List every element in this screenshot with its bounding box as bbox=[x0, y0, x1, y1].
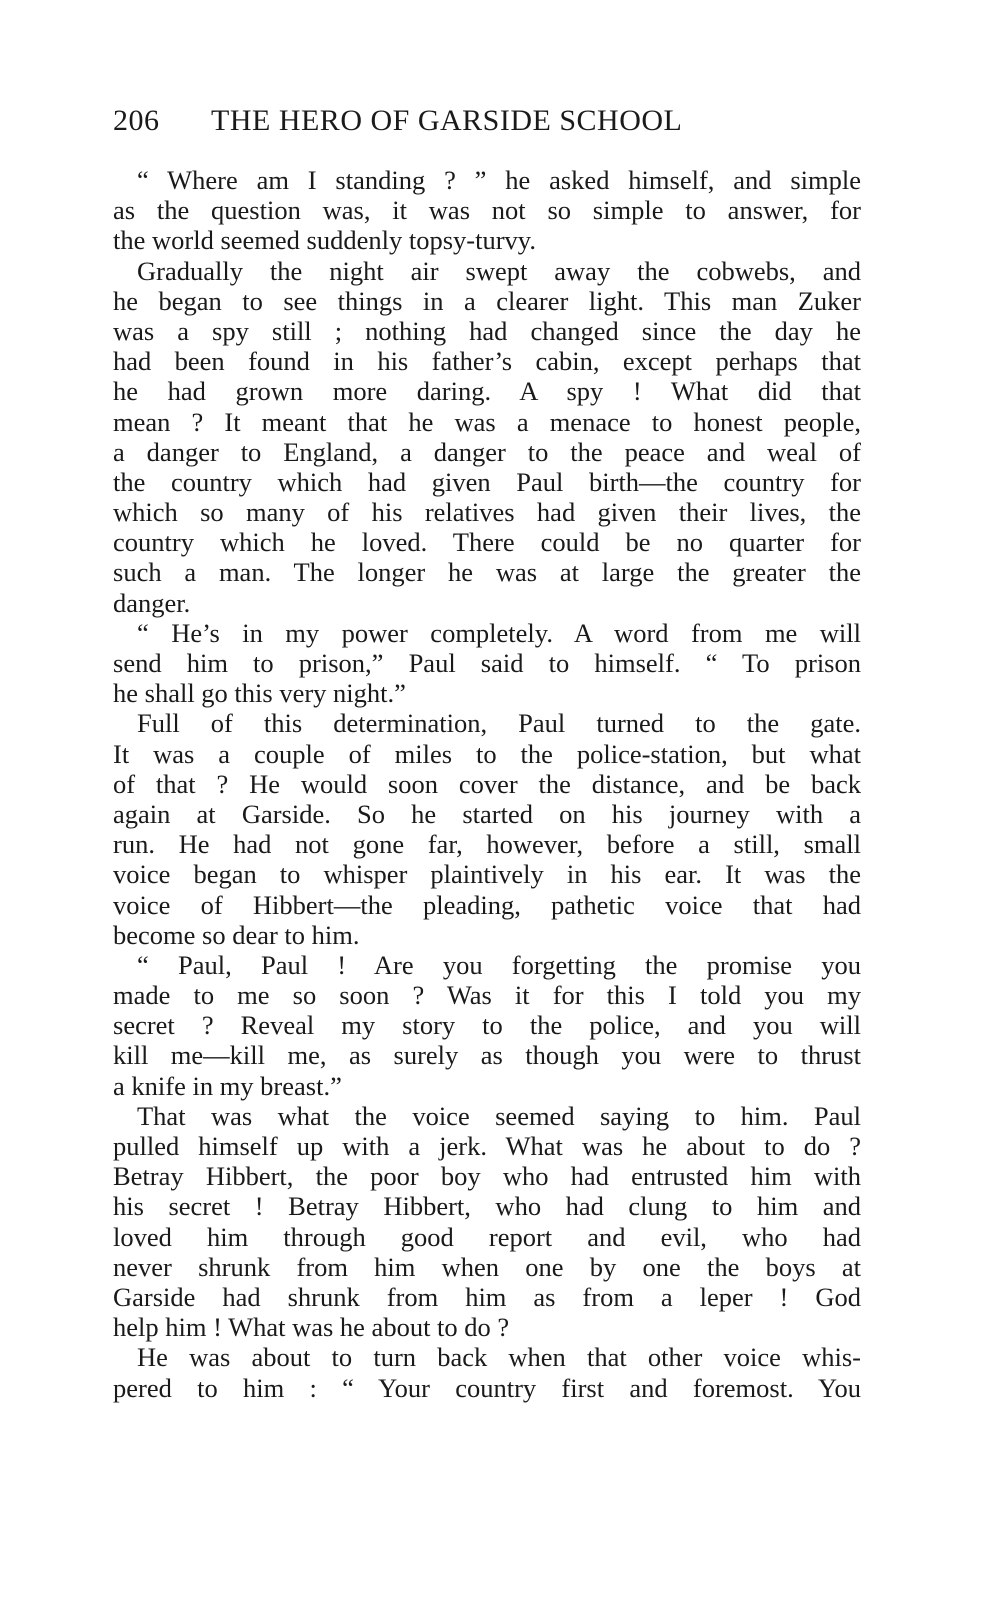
text-line: Betray Hibbert, the poor boy who had entrusted him with bbox=[113, 1161, 861, 1192]
text-line: a knife in my breast.” bbox=[113, 1070, 342, 1101]
text-line: had been found in his father’s cabin, except perhaps that bbox=[113, 346, 861, 377]
text-line: he shall go this very night.” bbox=[113, 678, 406, 709]
text-line: the country which had given Paul birth—the country for bbox=[113, 466, 861, 497]
text-line: mean ? It meant that he was a menace to honest people, bbox=[113, 406, 861, 437]
text-line: He was about to turn back when that other voice whis- bbox=[137, 1342, 861, 1373]
text-line: loved him through good report and evil, who had bbox=[113, 1221, 861, 1252]
body-text bbox=[113, 165, 861, 1403]
text-line: run. He had not gone far, however, before a still, small bbox=[113, 829, 861, 860]
page-number: 206 bbox=[113, 104, 160, 137]
text-line: as the question was, it was not so simple to answer, for bbox=[113, 195, 861, 226]
text-line: “ Paul, Paul ! Are you forgetting the promise you bbox=[137, 949, 861, 980]
text-line: voice began to whisper plaintively in his ear. It was the bbox=[113, 859, 861, 890]
text-line: Gradually the night air swept away the cobwebs, and bbox=[137, 255, 861, 286]
text-line: become so dear to him. bbox=[113, 919, 360, 950]
text-line: pulled himself up with a jerk. What was he about to do ? bbox=[113, 1131, 861, 1161]
text-line: pered to him : “ Your country first and foremost. You bbox=[113, 1372, 861, 1403]
text-line: never shrunk from him when one by one the boys at bbox=[113, 1251, 861, 1282]
text-line: Full of this determination, Paul turned to the gate. bbox=[137, 708, 861, 739]
text-line: the world seemed suddenly topsy-turvy. bbox=[113, 225, 536, 256]
text-line: such a man. The longer he was at large the greater the bbox=[113, 557, 861, 588]
text-line: which so many of his relatives had given their lives, the bbox=[113, 497, 861, 528]
text-line: of that ? He would soon cover the distance, and be back bbox=[113, 768, 861, 799]
text-line: was a spy still ; nothing had changed since the day he bbox=[113, 315, 861, 346]
text-line: kill me—kill me, as surely as though you were to thrust bbox=[113, 1040, 861, 1071]
text-line: That was what the voice seemed saying to him. Paul bbox=[137, 1100, 861, 1131]
text-line: he began to see things in a clearer light. This man Zuker bbox=[113, 285, 861, 316]
text-line: help him ! What was he about to do ? bbox=[113, 1312, 510, 1343]
text-line: Garside had shrunk from him as from a leper ! God bbox=[113, 1281, 861, 1312]
text-line: made to me so soon ? Was it for this I told you my bbox=[113, 980, 861, 1011]
text-line: he had grown more daring. A spy ! What did that bbox=[113, 376, 861, 407]
text-line: country which he loved. There could be no quarter for bbox=[113, 527, 861, 558]
running-title: THE HERO OF GARSIDE SCHOOL bbox=[211, 104, 683, 137]
text-line: voice of Hibbert—the pleading, pathetic voice that had bbox=[113, 889, 861, 920]
text-line: “ Where am I standing ? ” he asked himself, and simple bbox=[137, 165, 861, 195]
text-line: his secret ! Betray Hibbert, who had clung to him and bbox=[113, 1191, 861, 1222]
text-line: secret ? Reveal my story to the police, and you will bbox=[113, 1010, 861, 1041]
text-line: a danger to England, a danger to the peace and weal of bbox=[113, 436, 861, 467]
page-header bbox=[113, 104, 873, 138]
text-line: send him to prison,” Paul said to himself. “ To prison bbox=[113, 648, 861, 678]
text-line: It was a couple of miles to the police-station, but what bbox=[113, 738, 861, 769]
text-line: danger. bbox=[113, 587, 191, 618]
text-line: “ He’s in my power completely. A word from me will bbox=[137, 617, 861, 648]
text-line: again at Garside. So he started on his journey with a bbox=[113, 798, 861, 829]
